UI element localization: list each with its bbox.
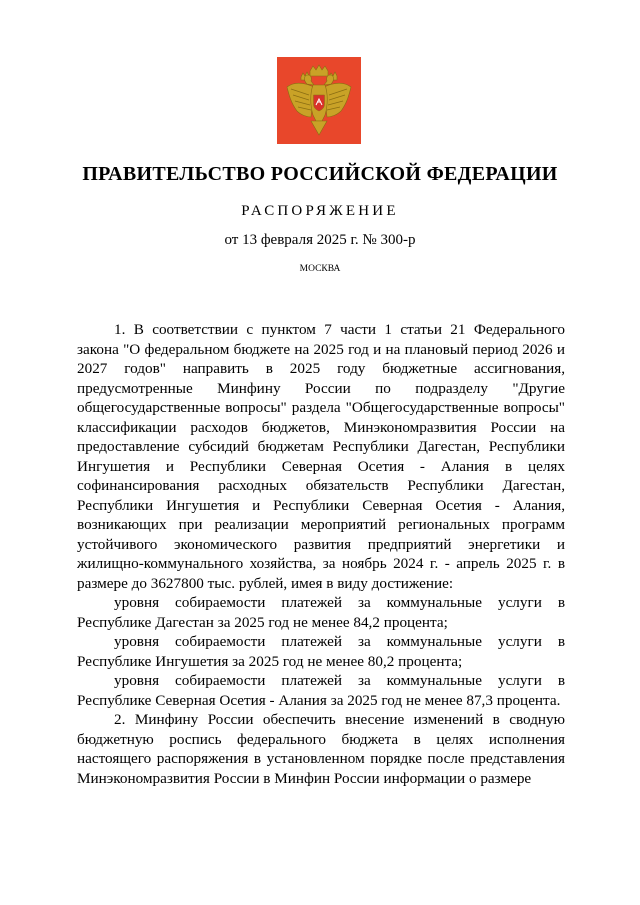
paragraph-2: 2. Минфину России обеспечить внесение изменений в сводную бюджетную роспись федерального бюджета в целях исполнения настоящего распоряжения в установленном порядке после представления Минэкономразвития России в Минфин России информации о размере bbox=[77, 711, 565, 787]
organization-title: ПРАВИТЕЛЬСТВО РОССИЙСКОЙ ФЕДЕРАЦИИ bbox=[82, 163, 558, 185]
document-type: РАСПОРЯЖЕНИЕ bbox=[241, 203, 399, 219]
paragraph-north-ossetia: уровня собираемости платежей за коммунальные услуги в Республике Северная Осетия - Алания за 2025 год не менее 87,3 процента. bbox=[77, 672, 565, 709]
paragraph-ingushetia: уровня собираемости платежей за коммунальные услуги в Республике Ингушетия за 2025 год не менее 80,2 процента; bbox=[77, 633, 565, 670]
document-date-number: от 13 февраля 2025 г. № 300-р bbox=[224, 232, 416, 248]
document-city: МОСКВА bbox=[299, 264, 341, 274]
paragraph-1: 1. В соответствии с пунктом 7 части 1 статьи 21 Федерального закона "О федеральном бюджете на 2025 год и на плановый период 2026 и 2027 годов" направить в 2025 году бюджетные ассигнования, предусмотренные Минфину России по подразделу "Другие общегосударственные вопросы" раздела "Общегосударственные вопросы" классификации расходов бюджетов, Минэкономразвития России на предоставление субсидий бюджетам Республики Дагестан, Республики Ингушетия и Республики Северная Осетия - Алания в целях софинансирования расходных обязательств Республики Дагестан, Республики Ингушетия и Республики Северная Осетия - Алания, возникающих при реализации мероприятий региональных программ устойчивого экономического развития предприятий энергетики и жилищно-коммунального хозяйства, за ноябрь 2024 г. - апрель 2025 г. в размере до 3627800 тыс. рублей, имея в виду достижение: bbox=[77, 321, 565, 592]
coat-of-arms-icon bbox=[277, 57, 361, 144]
paragraph-dagestan: уровня собираемости платежей за коммунальные услуги в Республике Дагестан за 2025 год не менее 84,2 процента; bbox=[77, 594, 565, 631]
document-body bbox=[77, 320, 565, 788]
